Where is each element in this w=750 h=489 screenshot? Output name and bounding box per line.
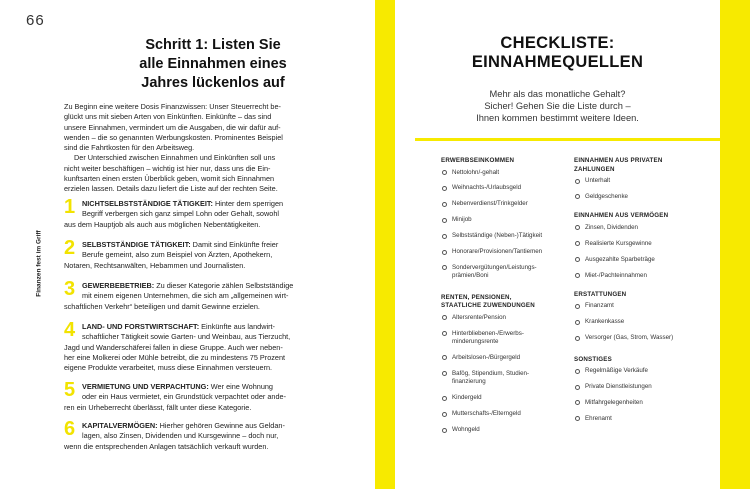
- checkbox-circle-icon[interactable]: [575, 304, 580, 309]
- checkbox-circle-icon[interactable]: [442, 428, 447, 433]
- checklist-item-label: Honorare/Provisionen/Tantiemen: [452, 248, 543, 256]
- title-line: EINNAHMEQUELLEN: [471, 53, 644, 71]
- checklist-item[interactable]: [574, 415, 709, 423]
- checklist-item-label: Altersrente/Pension: [452, 313, 506, 321]
- checklist-section: [441, 294, 576, 435]
- checkbox-circle-icon[interactable]: [575, 194, 580, 199]
- item-text: schaftlichen Verkehr“ beteiligen und damit Gewinne erzielen.: [64, 301, 260, 311]
- page-title: [88, 36, 338, 93]
- page-number: 66: [26, 12, 45, 29]
- checkbox-circle-icon[interactable]: [575, 416, 580, 421]
- section-heading: ERSTATTUNGEN: [574, 290, 627, 298]
- intro-text: [64, 102, 306, 195]
- item-text: Jagd und Wanderschäferei fallen in diese Gruppe. Auch wer neben-: [64, 342, 283, 352]
- intro-line: unsere Einnahmen, vermindert um die Ausgaben, die wir dafür auf-: [64, 122, 281, 132]
- checkbox-circle-icon[interactable]: [442, 218, 447, 223]
- checkbox-circle-icon[interactable]: [442, 234, 447, 239]
- item-text: Hinter dem sperrigen: [212, 199, 284, 208]
- intro-line: wenden – die so genannten Werbungskosten. Prominentes Beispiel: [64, 132, 283, 142]
- intro-line: kunftsarten einen ersten Überblick geben, womit sich Einnahmen: [64, 174, 275, 184]
- intro-line: nicht weiter beschäftigen – wichtig ist hier nur, dass uns die Ein-: [64, 163, 271, 173]
- side-label: [28, 212, 43, 322]
- checklist-item[interactable]: [441, 264, 576, 281]
- checkbox-circle-icon[interactable]: [442, 396, 447, 401]
- checkbox-circle-icon[interactable]: [575, 400, 580, 405]
- checkbox-circle-icon[interactable]: [442, 371, 447, 376]
- checkbox-circle-icon[interactable]: [575, 369, 580, 374]
- checklist-item[interactable]: [441, 426, 576, 434]
- checklist-column-right: [574, 157, 709, 423]
- item-text: mit einem eigenen Unternehmen, die sich am „allgemeinen wirt-: [82, 291, 289, 301]
- item-heading: GEWERBEBETRIEB:: [82, 281, 155, 290]
- checkbox-circle-icon[interactable]: [442, 412, 447, 417]
- checklist-item[interactable]: [574, 256, 709, 264]
- checklist-item[interactable]: [441, 410, 576, 418]
- checklist-item-label: Arbeitslosen-/Bürgergeld: [452, 353, 521, 361]
- checklist-item-label: Minijob: [452, 216, 472, 224]
- checkbox-circle-icon[interactable]: [575, 257, 580, 262]
- item-heading: SELBSTSTÄNDIGE TÄTIGKEIT:: [82, 240, 191, 249]
- checklist-item-label: Ausgezahlte Sparbeträge: [585, 255, 655, 263]
- section-heading: RENTEN, PENSIONEN,: [441, 293, 512, 301]
- checklist-item[interactable]: [441, 370, 576, 387]
- checklist-section: [574, 212, 709, 280]
- checkbox-circle-icon[interactable]: [442, 315, 447, 320]
- checklist-item[interactable]: [574, 177, 709, 185]
- checklist-item[interactable]: [441, 232, 576, 240]
- item-text: lagen, also Zinsen, Dividenden und Kursgewinne – doch nur,: [82, 431, 279, 441]
- checklist-item-label: Private Dienstleistungen: [585, 383, 652, 391]
- checklist-item[interactable]: [574, 240, 709, 248]
- checklist-item-label: Regelmäßige Verkäufe: [585, 367, 648, 375]
- checkbox-circle-icon[interactable]: [442, 355, 447, 360]
- section-heading: ZAHLUNGEN: [574, 165, 615, 173]
- checklist-item-label: Unterhalt: [585, 177, 611, 184]
- section-heading: ERWERBSEINKOMMEN: [441, 157, 515, 164]
- item-text: Damit sind Einkünfte freier: [190, 240, 279, 249]
- item-number: 3: [64, 278, 76, 300]
- checklist-item-label: Versorger (Gas, Strom, Wasser): [585, 334, 674, 342]
- checkbox-circle-icon[interactable]: [442, 186, 447, 191]
- checkbox-circle-icon[interactable]: [575, 225, 580, 230]
- income-type-item: [64, 379, 314, 413]
- title-line: alle Einnahmen eines: [139, 56, 287, 72]
- item-text: wenn die entsprechenden Anlagen tatsächlich verkauft wurden.: [64, 441, 269, 451]
- subtitle-line: Mehr als das monatliche Gehalt?: [489, 89, 626, 99]
- item-heading: KAPITALVERMÖGEN:: [82, 421, 158, 430]
- item-text: Zu dieser Kategorie zählen Selbstständige: [154, 281, 294, 290]
- section-heading: SONSTIGES: [574, 355, 612, 363]
- checklist-item-label: prämien/Boni: [452, 272, 489, 280]
- checklist-item[interactable]: [574, 224, 709, 232]
- title-line: CHECKLISTE:: [500, 34, 615, 52]
- item-number: 4: [64, 319, 76, 341]
- section-heading: EINNAHMEN AUS VERMÖGEN: [574, 212, 669, 220]
- checklist-item[interactable]: [441, 169, 576, 177]
- item-text: eigene Produkte verarbeitet, muss diese Einnahmen versteuern.: [64, 363, 273, 373]
- checklist-item-label: Nebenverdienst/Trinkgelder: [452, 200, 528, 208]
- checklist-item[interactable]: [574, 302, 709, 310]
- checklist-item[interactable]: [574, 367, 709, 375]
- checklist-item-label: Zinsen, Dividenden: [585, 223, 638, 231]
- checklist-item[interactable]: [441, 394, 576, 402]
- checklist-item[interactable]: [441, 200, 576, 208]
- checkbox-circle-icon[interactable]: [442, 170, 447, 175]
- checklist-item-label: Mutterschafts-/Elterngeld: [452, 410, 521, 418]
- item-text: Einkünfte aus landwirt-: [199, 322, 275, 331]
- checklist-item[interactable]: [441, 330, 576, 347]
- checklist-item[interactable]: [441, 314, 576, 322]
- checklist-item[interactable]: [574, 318, 709, 326]
- checklist-item-label: Sondervergütungen/Leistungs-: [452, 263, 537, 271]
- item-text: Berufe gemeint, also zum Beispiel von Ärzten, Apothekern,: [82, 250, 273, 260]
- income-type-item: [64, 237, 314, 271]
- subtitle-line: Ihnen kommen bestimmt weitere Ideen.: [476, 113, 639, 123]
- checkbox-circle-icon[interactable]: [575, 320, 580, 325]
- checklist-item[interactable]: [574, 193, 709, 201]
- intro-line: sind die Fahrtkosten für den Arbeitsweg.: [64, 143, 195, 153]
- item-text: Wer eine Wohnung: [208, 382, 273, 391]
- checklist-item-label: Selbstständige (Neben-)Tätigkeit: [452, 232, 543, 240]
- item-text: Hierher gehören Gewinne aus Geldan-: [157, 421, 285, 430]
- side-label-text: Finanzen fest im Griff: [35, 230, 43, 297]
- item-text: Begriff verbergen sich ganz simpel Lohn oder Gehalt, sowohl: [82, 209, 279, 219]
- income-type-item: [64, 196, 314, 230]
- item-text: her eine Molkerei oder Mühle betreibt, die zu mindestens 75 Prozent: [64, 352, 286, 362]
- intro-line: Zu Beginn eine weitere Dosis Finanzwissen: Unser Steuerrecht be-: [64, 102, 281, 111]
- checklist-item-label: Krankenkasse: [585, 318, 625, 326]
- checklist-item-label: Ehrenamt: [585, 414, 612, 422]
- item-text: oder ein Haus vermietet, ein Grundstück verpachtet oder ande-: [82, 392, 287, 402]
- income-type-item: [64, 418, 314, 452]
- divider: [415, 138, 720, 141]
- subtitle-line: Sicher! Gehen Sie die Liste durch –: [484, 101, 631, 111]
- checklist-section: [441, 157, 576, 281]
- checklist-item-label: Wohngeld: [452, 426, 480, 433]
- intro-line: Der Unterschied zwischen Einnahmen und Einkünften soll uns: [74, 153, 276, 163]
- checkbox-circle-icon[interactable]: [442, 202, 447, 207]
- checklist-section: [574, 157, 709, 201]
- title-line: Jahres lückenlos auf: [141, 75, 285, 91]
- income-type-item: [64, 278, 314, 312]
- checkbox-circle-icon[interactable]: [575, 273, 580, 278]
- checklist-item[interactable]: [574, 383, 709, 391]
- checklist-item[interactable]: [441, 184, 576, 192]
- checklist-item-label: Kindergeld: [452, 394, 482, 402]
- checklist-item-label: Geldgeschenke: [585, 192, 628, 200]
- intro-line: erzielen lassen. Details dazu liefert die Liste auf der rechten Seite.: [64, 184, 278, 194]
- section-heading: STAATLICHE ZUWENDUNGEN: [441, 302, 535, 310]
- checklist-item-label: minderungsrente: [452, 338, 499, 346]
- item-number: 6: [64, 418, 76, 440]
- checklist-card: [395, 0, 720, 489]
- checklist-item[interactable]: [574, 334, 709, 342]
- checkbox-circle-icon[interactable]: [575, 179, 580, 184]
- item-number: 2: [64, 237, 76, 259]
- checklist-item-label: Nettolohn/-gehalt: [452, 168, 500, 176]
- checkbox-circle-icon[interactable]: [442, 331, 447, 336]
- checkbox-circle-icon[interactable]: [442, 250, 447, 255]
- item-heading: LAND- UND FORSTWIRTSCHAFT:: [82, 322, 200, 331]
- section-heading: EINNAHMEN AUS PRIVATEN: [574, 157, 663, 164]
- checklist-item-label: Finanzamt: [585, 302, 614, 310]
- intro-line: glückt uns mit sieben Arten von Einkünften. Einkünfte – das sind: [64, 112, 272, 122]
- checklist-item-label: finanzierung: [452, 378, 486, 386]
- title-line: Schritt 1: Listen Sie: [145, 37, 281, 53]
- item-text: schaftlicher Tätigkeit sowie Garten- und Weinbau, aus Tierzucht,: [82, 332, 291, 342]
- checklist-title: [395, 34, 720, 72]
- checklist-item-label: Mitfahrgelegenheiten: [585, 398, 643, 406]
- checklist-item[interactable]: [441, 248, 576, 256]
- item-text: Notaren, Rechtsanwälten, Hebammen und Journalisten.: [64, 260, 246, 270]
- checkbox-circle-icon[interactable]: [575, 336, 580, 341]
- right-page: [375, 0, 750, 489]
- item-heading: NICHTSELBSTSTÄNDIGE TÄTIGKEIT:: [82, 199, 213, 208]
- checklist-subtitle: [395, 88, 720, 124]
- checklist-item[interactable]: [574, 272, 709, 280]
- checklist-item-label: Bafög, Stipendium, Studien-: [452, 369, 530, 377]
- item-heading: VERMIETUNG UND VERPACHTUNG:: [82, 382, 209, 391]
- item-text: aus dem Hauptjob als auch aus möglichen Nebentätigkeiten.: [64, 219, 261, 229]
- checklist-item-label: Weihnachts-/Urlaubsgeld: [452, 184, 522, 192]
- checklist-column-left: [441, 157, 576, 434]
- item-number: 5: [64, 379, 76, 401]
- checklist-item-label: Hinterbliebenen-/Erwerbs-: [452, 329, 524, 337]
- checklist-item[interactable]: [441, 354, 576, 362]
- checkbox-circle-icon[interactable]: [575, 241, 580, 246]
- checklist-item-label: Miet-/Pachteinnahmen: [585, 271, 647, 279]
- checklist-section: [574, 356, 709, 424]
- checklist-section: [574, 291, 709, 343]
- income-type-item: [64, 319, 314, 373]
- checkbox-circle-icon[interactable]: [575, 385, 580, 390]
- checklist-item[interactable]: [574, 399, 709, 407]
- checklist-item[interactable]: [441, 216, 576, 224]
- checklist-item-label: Realisierte Kursgewinne: [585, 239, 652, 247]
- item-number: 1: [64, 196, 76, 218]
- item-text: ren ein Urheberrecht überlässt, fällt unter diese Kategorie.: [64, 402, 252, 412]
- checkbox-circle-icon[interactable]: [442, 265, 447, 270]
